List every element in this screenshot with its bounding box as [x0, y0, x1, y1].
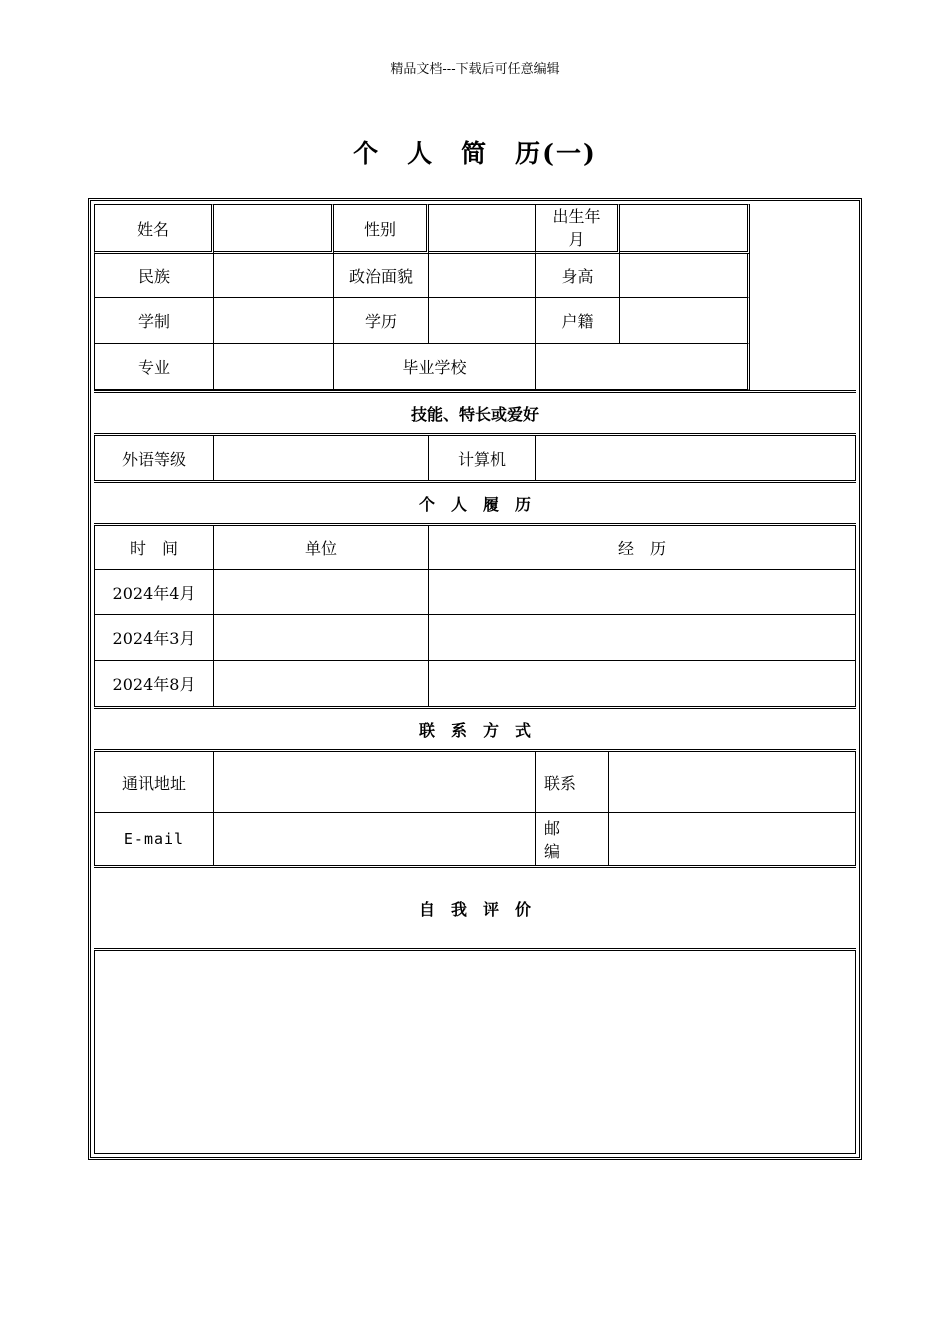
school-label: 毕业学校 — [334, 344, 536, 390]
ethnicity-label: 民族 — [94, 254, 214, 298]
contact-section-title: 联 系 方 式 — [94, 706, 856, 752]
row-unit-field[interactable] — [214, 570, 429, 615]
row-unit-field[interactable] — [214, 661, 429, 706]
education-field[interactable] — [429, 298, 536, 344]
row-time: 2024年3月 — [94, 615, 214, 661]
gender-field[interactable] — [429, 204, 536, 254]
row-unit-field[interactable] — [214, 615, 429, 661]
postcode-label-line2: 编 — [544, 842, 561, 861]
page-title: 个 人 简 历(一) — [353, 139, 597, 168]
postcode-field[interactable] — [609, 813, 856, 865]
computer-label: 计算机 — [429, 436, 536, 480]
height-label: 身高 — [536, 254, 620, 298]
hukou-field[interactable] — [620, 298, 750, 344]
row-detail-field[interactable] — [429, 661, 856, 706]
language-label: 外语等级 — [94, 436, 214, 480]
education-label: 学历 — [334, 298, 429, 344]
experience-section-title: 个 人 履 历 — [94, 480, 856, 526]
birth-label-line2: 月 — [568, 230, 585, 249]
col-unit-header: 单位 — [214, 526, 429, 570]
skills-section-title: 技能、特长或爱好 — [94, 390, 856, 436]
birth-label — [536, 204, 620, 254]
gender-label: 性别 — [334, 204, 429, 254]
political-label: 政治面貌 — [334, 254, 429, 298]
political-field[interactable] — [429, 254, 536, 298]
row-detail-field[interactable] — [429, 570, 856, 615]
row-time: 2024年8月 — [94, 661, 214, 706]
resume-form — [88, 198, 862, 1160]
school-field[interactable] — [536, 344, 750, 390]
schooling-field[interactable] — [214, 298, 334, 344]
self-eval-field[interactable] — [94, 951, 856, 1154]
address-field[interactable] — [214, 752, 536, 813]
header-note: 精品文档---下载后可任意编辑 — [390, 62, 560, 77]
postcode-label-line1: 邮 — [544, 819, 561, 838]
ethnicity-field[interactable] — [214, 254, 334, 298]
major-field[interactable] — [214, 344, 334, 390]
row-detail-field[interactable] — [429, 615, 856, 661]
self-eval-section-title: 自 我 评 价 — [94, 865, 856, 951]
birth-field[interactable] — [620, 204, 750, 254]
name-field[interactable] — [214, 204, 334, 254]
row-time: 2024年4月 — [94, 570, 214, 615]
computer-field[interactable] — [536, 436, 856, 480]
birth-label-line1: 出生年 — [552, 207, 601, 226]
hukou-label: 户籍 — [536, 298, 620, 344]
address-label: 通讯地址 — [94, 752, 214, 813]
postcode-label — [536, 813, 609, 865]
name-label: 姓名 — [94, 204, 214, 254]
photo-area[interactable] — [750, 204, 856, 390]
major-label: 专业 — [94, 344, 214, 390]
col-time-header: 时 间 — [94, 526, 214, 570]
col-detail-header: 经 历 — [429, 526, 856, 570]
schooling-label: 学制 — [94, 298, 214, 344]
email-label: E-mail — [94, 813, 214, 865]
language-field[interactable] — [214, 436, 429, 480]
email-field[interactable] — [214, 813, 536, 865]
phone-label: 联系 — [536, 752, 609, 813]
phone-field[interactable] — [609, 752, 856, 813]
height-field[interactable] — [620, 254, 750, 298]
